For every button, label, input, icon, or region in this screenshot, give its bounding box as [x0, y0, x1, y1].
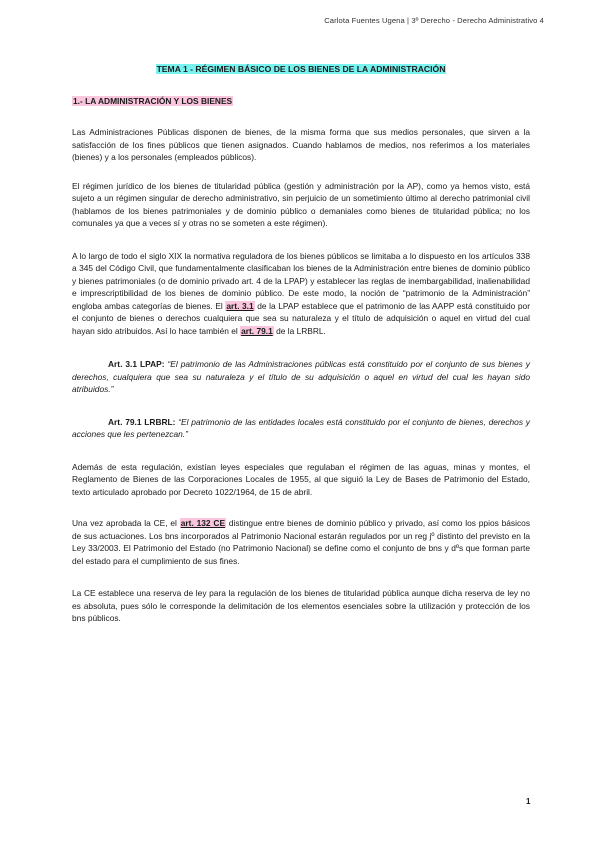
paragraph-5-part-b: distingue entre bienes de dominio público y privado, así como los ppios básicos de sus actuaciones. Los bns incorporados al Patrimonio Nacional estarán regulados por un reg jº distinto del previsto en la Ley 33/2003. El Patrimonio del Estado (no Patrimonio Nacional) se define como el conjunto de bns y dºs que forman parte del estado para el cumplimiento de sus fines. [72, 518, 531, 566]
title-text: TEMA 1 - RÉGIMEN BÁSICO DE LOS BIENES DE LA ADMINISTRACIÓN [156, 64, 446, 74]
quote-text: “El patrimonio de las Administraciones públicas está constituido por el conjunto de sus bienes y derechos, cualquiera que sea su naturaleza y el título de su adquisición o aquel en virtud del cual les hayan sido atribuidos.” [72, 359, 530, 394]
paragraph-3-part-c: de la LRBRL. [273, 325, 326, 336]
paragraph-1: Las Administraciones Públicas disponen de bienes, de la misma forma que sus medios personales, que sirven a la satisfacción de los fines públicos que tienen asignados. Cuando hablamos de medios, nos referimos a los materiales (bienes) y a los personales (empleados públicos). [72, 127, 530, 162]
article-reference: art. 132 CE [180, 518, 226, 528]
paragraph-5 [72, 517, 530, 567]
paragraph-5-part-a: Una vez aprobada la CE, el [72, 518, 180, 528]
document-body [72, 62, 530, 625]
quote-label: Art. 79.1 LRBRL: [108, 416, 176, 427]
section-heading-text: 1.- LA ADMINISTRACIÓN Y LOS BIENES [73, 96, 233, 106]
paragraph-3-part-b: de la LPAP establece que el patrimonio de las AAPP está constituido por el conjunto de bienes o derechos cualquiera que sea su naturaleza y el título de adquisición o aquel en virtud del cual hayan sido atribuidos. Así lo hace también el [72, 300, 530, 336]
page-number: 1 [526, 797, 531, 806]
paragraph-2: El régimen jurídico de los bienes de titularidad pública (gestión y administración por la AP), como ya hemos visto, está sujeto a un régimen singular de derecho administrativo, sin perjuicio de un sometimiento último al derecho patrimonial civil (hablamos de los bienes patrimoniales y de dominio público o demaniales como bienes de titularidad pública; no los comunales ya que a veces sí y otras no se someten a este régimen). [72, 180, 530, 228]
quote-label: Art. 3.1 LPAP: [108, 359, 165, 369]
section-heading [72, 94, 530, 109]
page-header: Carlota Fuentes Ugena | 3º Derecho - Derecho Administrativo 4 [324, 16, 544, 25]
article-reference: art. 79.1 [241, 325, 273, 336]
paragraph-6: La CE establece una reserva de ley para la regulación de los bienes de titularidad pública aunque dicha reserva de ley no es absoluta, pues sólo le corresponde la delimitación de los elementos esenciales sobre la utilización y protección de los bns públicos. [72, 588, 530, 623]
document-title [72, 62, 530, 77]
paragraph-4: Además de esta regulación, existían leyes especiales que regulaban el régimen de las aguas, minas y montes, el Reglamento de Bienes de las Corporaciones Locales de 1955, al que siguió la Ley de Bases de Patrimonio del Estado, texto articulado aprobado por Decreto 1022/1964, de 15 de abril. [72, 461, 530, 497]
article-reference: art. 3.1 [226, 300, 254, 311]
paragraph-3 [72, 250, 530, 338]
quote-text: “El patrimonio de las entidades locales está constituido por el conjunto de bienes, derechos y acciones que les pertenezcan.” [72, 416, 530, 439]
quote-lrbrl [72, 416, 530, 441]
paragraph-3-part-a: A lo largo de todo el siglo XIX la normativa reguladora de los bienes públicos se limitaba a lo dispuesto en los artículos 338 a 345 del Código Civil, que fundamentalmente clasificaban los bienes de la Administración entre bienes de dominio público y bienes patrimoniales (o de dominio privado art. 4 de la LPAP) y establecer las reglas de inembargabilidad, inalienabilidad e imprescriptibilidad de los bienes de dominio público. De este modo, la noción de “patrimonio de la Administración” engloba ambas categorías de bienes. El [72, 250, 530, 311]
quote-lpap [72, 358, 530, 396]
